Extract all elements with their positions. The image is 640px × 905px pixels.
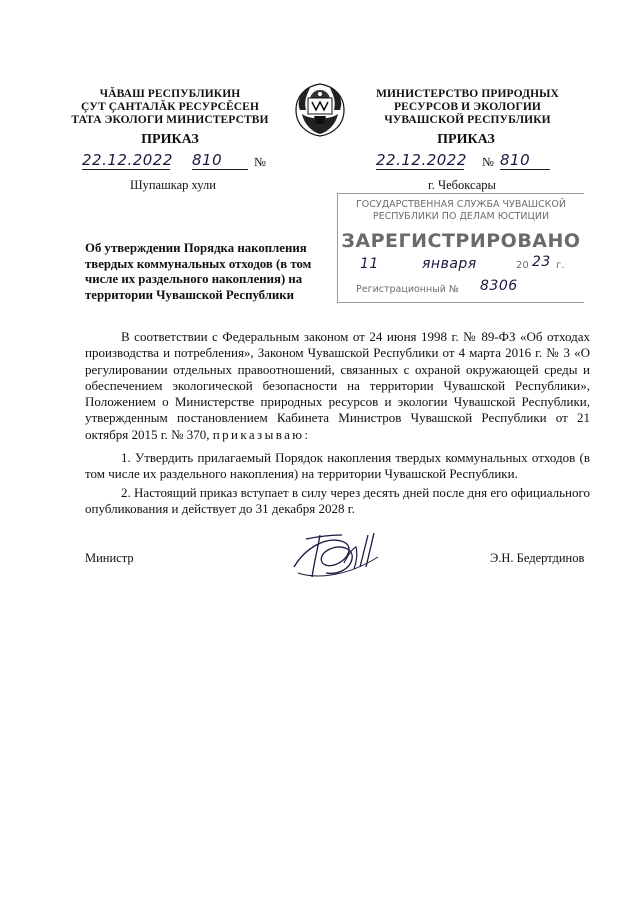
right-number-sign: № bbox=[482, 155, 494, 169]
title-line1: Об утверждении Порядка накопления bbox=[85, 241, 307, 255]
stamp-reg-label: Регистрационный № bbox=[356, 284, 459, 295]
left-place: Шупашкар хули bbox=[130, 178, 216, 192]
header-left-line2: ÇУТ ÇАНТАЛĂК РЕСУРСĔСЕН bbox=[81, 101, 259, 113]
registration-stamp bbox=[337, 193, 584, 303]
right-date-number-row bbox=[376, 151, 576, 173]
title-line4: территории Чувашской Республики bbox=[85, 287, 295, 302]
header-left bbox=[70, 88, 270, 127]
stamp-year-suffix: 23 bbox=[532, 254, 551, 270]
header-right bbox=[365, 88, 570, 127]
preamble-paragraph bbox=[85, 329, 590, 443]
stamp-reg-row bbox=[338, 278, 584, 296]
stamp-year-prefix: 20 bbox=[516, 260, 529, 271]
handwritten-signature-icon bbox=[286, 527, 386, 587]
prikazyvayu: приказываю: bbox=[212, 426, 311, 442]
right-number: 810 bbox=[500, 151, 550, 170]
coat-of-arms-icon bbox=[290, 80, 350, 138]
left-number-sign: № bbox=[254, 155, 266, 169]
stamp-reg-number: 8306 bbox=[480, 278, 518, 294]
stamp-year-end: г. bbox=[556, 260, 565, 271]
stamp-date-row bbox=[338, 256, 584, 276]
title-line3: числе их раздельного накопления) на bbox=[85, 272, 303, 286]
order-item-2: 2. Настоящий приказ вступает в силу через десять дней после дня его официального опубликования и действует до 31 декабря 2028 г. bbox=[85, 485, 590, 517]
stamp-month: января bbox=[422, 256, 477, 272]
header-left-line1: ЧĂВАШ РЕСПУБЛИКИН bbox=[99, 88, 241, 100]
header-right-line1: МИНИСТЕРСТВО ПРИРОДНЫХ bbox=[376, 88, 559, 100]
header-left-line3: ТАТА ЭКОЛОГИ МИНИСТЕРСТВИ bbox=[71, 114, 269, 126]
stamp-line1: ГОСУДАРСТВЕННАЯ СЛУЖБА ЧУВАШСКОЙ bbox=[356, 199, 566, 210]
order-item-1: 1. Утвердить прилагаемый Порядок накопления твердых коммунальных отходов (в том числе их раздельного накопления) на территории Чувашской Республики. bbox=[85, 450, 590, 482]
left-date: 22.12.2022 bbox=[82, 151, 173, 169]
signature-name: Э.Н. Бедертдинов bbox=[490, 551, 585, 565]
preamble-text: В соответствии с Федеральным законом от 24 июня 1998 г. № 89-ФЗ «Об отходах производства и потребления», Законом Чувашской Республики от 4 марта 2016 г. № 3 «О регулировании отдельных правоотношений, связанных с охраной окружающей среды и обеспечением экологической безопасности на территории Чувашской Республики», Положением о Министерстве природных ресурсов и экологии Чувашской Республики, утвержденным постановлением Кабинета Министров Чувашской Республики от 21 октября 2015 г. № 370, bbox=[85, 329, 590, 442]
signature-position: Министр bbox=[85, 551, 134, 565]
right-prikaz-heading: ПРИКАЗ bbox=[437, 132, 495, 147]
header-right-line3: ЧУВАШСКОЙ РЕСПУБЛИКИ bbox=[384, 114, 551, 126]
header-right-line2: РЕСУРСОВ И ЭКОЛОГИИ bbox=[394, 101, 541, 113]
stamp-day: 11 bbox=[360, 256, 379, 272]
document-title bbox=[85, 241, 335, 303]
stamp-registered: ЗАРЕГИСТРИРОВАНО bbox=[341, 230, 581, 252]
right-date: 22.12.2022 bbox=[376, 151, 467, 169]
right-place: г. Чебоксары bbox=[428, 178, 496, 192]
left-prikaz-heading: ПРИКАЗ bbox=[141, 132, 199, 147]
left-date-number-row bbox=[82, 151, 282, 173]
stamp-line2: РЕСПУБЛИКИ ПО ДЕЛАМ ЮСТИЦИИ bbox=[372, 211, 550, 222]
left-number: 810 bbox=[192, 151, 248, 170]
title-line2: твердых коммунальных отходов (в том bbox=[85, 256, 312, 271]
